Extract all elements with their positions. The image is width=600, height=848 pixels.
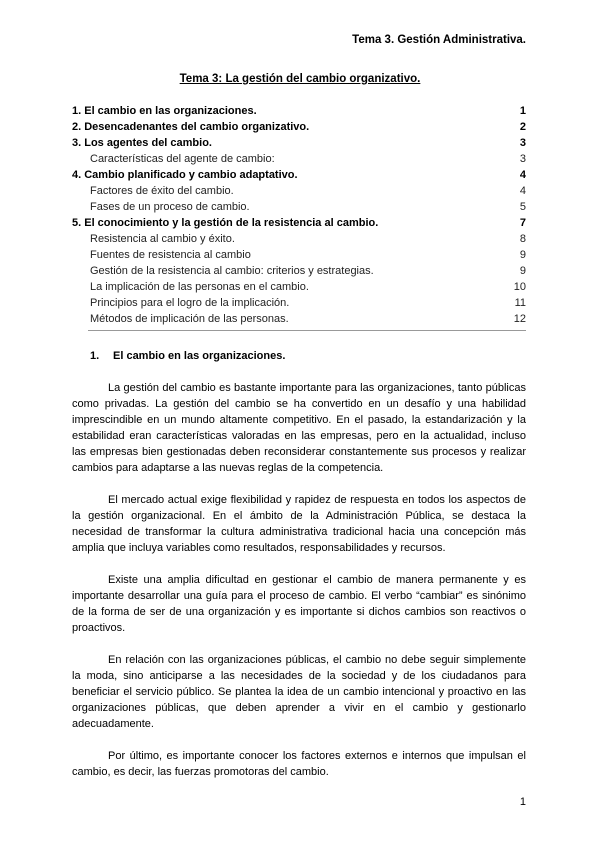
document-title: Tema 3: La gestión del cambio organizativo. <box>179 73 421 85</box>
toc-entry-page: 5 <box>519 201 526 213</box>
toc-entry[interactable] <box>72 295 526 311</box>
toc-entry-page: 7 <box>519 217 526 229</box>
toc-entry-label: Principios para el logro de la implicación. <box>90 297 290 309</box>
toc-entry[interactable] <box>72 183 526 199</box>
toc-entry-page: 3 <box>519 137 526 149</box>
page-number: 1 <box>519 796 526 808</box>
paragraph-line: proactivos. <box>72 622 126 634</box>
paragraph-line: El mercado actual exige flexibilidad y rapidez de respuesta en todos los aspectos de <box>108 494 526 506</box>
toc-entry-page: 1 <box>519 105 526 117</box>
section-number: 1. <box>90 350 100 362</box>
paragraph-line: organizaciones públicas, que deben aprender a vivir en el cambio y gestionarlo <box>72 702 526 714</box>
paragraph-line: importante desarrollar una guía para el proceso de cambio. El verbo “cambiar” es sinónimo <box>72 590 526 602</box>
paragraph-line: Por último, es importante conocer los factores externos e internos que impulsan el <box>108 750 526 762</box>
section-heading <box>90 350 285 362</box>
toc-entry[interactable] <box>72 151 526 167</box>
toc-entry-label: Características del agente de cambio: <box>90 153 275 165</box>
toc-entry[interactable] <box>72 263 526 279</box>
toc-entry-page: 9 <box>519 249 526 261</box>
paragraph-line: estabilidad eran características valoradas en las empresas, pero en la actualidad, incluso <box>72 430 526 442</box>
paragraph-line: cambios para adaptarse a las nuevas reglas de la competencia. <box>72 462 384 474</box>
toc-entry-page: 4 <box>519 169 526 181</box>
document-body <box>72 380 526 796</box>
paragraph <box>72 572 526 636</box>
toc-entry-page: 12 <box>513 313 526 325</box>
paragraph-line: La gestión del cambio es bastante importante para las organizaciones, tanto públicas <box>108 382 526 394</box>
toc-entry-label: 3. Los agentes del cambio. <box>72 137 212 149</box>
toc-entry-label: 4. Cambio planificado y cambio adaptativo. <box>72 169 298 181</box>
toc-entry-label: La implicación de las personas en el cambio. <box>90 281 309 293</box>
paragraph-line: como privadas. La gestión del cambio se ha convertido en un desafío y una habilidad <box>72 398 526 410</box>
paragraph <box>72 652 526 732</box>
paragraph-line: adecuadamente. <box>72 718 154 730</box>
paragraph-line: de la forma de ser de una organización y es importante si dichos cambios son reactivos o <box>72 606 526 618</box>
running-header: Tema 3. Gestión Administrativa. <box>352 34 526 46</box>
toc-divider <box>88 330 526 331</box>
paragraph-line: la moda, sino anticiparse a las necesidades de la sociedad y de los ciudadanos para <box>72 670 526 682</box>
toc-entry-label: 2. Desencadenantes del cambio organizativo. <box>72 121 310 133</box>
paragraph-line: En relación con las organizaciones públicas, el cambio no debe seguir simplemente <box>108 654 526 666</box>
toc-entry-label: 1. El cambio en las organizaciones. <box>72 105 257 117</box>
toc-entry[interactable] <box>72 135 526 151</box>
toc-entry-label: Fuentes de resistencia al cambio <box>90 249 251 261</box>
toc-entry[interactable] <box>72 167 526 183</box>
paragraph-line: imprescindible en un mundo altamente competitivo. En el pasado, la estandarización y la <box>72 414 526 426</box>
paragraph-line: beneficiar el servicio público. Se plantea la idea de un cambio intencional y proactivo en las <box>72 686 526 698</box>
paragraph-line: la gestión organizacional. En el ámbito de la Administración Pública, se destaca la <box>72 510 526 522</box>
paragraph-line: Existe una amplia dificultad en gestionar el cambio de manera permanente y es <box>108 574 526 586</box>
toc-entry-label: 5. El conocimiento y la gestión de la resistencia al cambio. <box>72 217 379 229</box>
toc-entry-page: 8 <box>519 233 526 245</box>
toc-entry[interactable] <box>72 231 526 247</box>
toc-entry[interactable] <box>72 199 526 215</box>
paragraph-line: cambio, es decir, las fuerzas promotoras del cambio. <box>72 766 329 778</box>
toc-entry-page: 11 <box>514 297 526 309</box>
toc-entry-page: 4 <box>519 185 526 197</box>
toc-entry[interactable] <box>72 103 526 119</box>
toc-entry-page: 2 <box>519 121 526 133</box>
toc-entry-label: Resistencia al cambio y éxito. <box>90 233 235 245</box>
toc-entry[interactable] <box>72 279 526 295</box>
toc-entry[interactable] <box>72 311 526 327</box>
paragraph-line: amplia que incluya variables como resultados, responsabilidades y recursos. <box>72 542 446 554</box>
paragraph-line: las empresas bien gestionadas deben reconsiderar constantemente sus procesos y realizar <box>72 446 526 458</box>
toc-entry-label: Factores de éxito del cambio. <box>90 185 234 197</box>
toc-entry[interactable] <box>72 119 526 135</box>
table-of-contents <box>72 103 526 327</box>
section-title: El cambio en las organizaciones. <box>113 350 286 362</box>
toc-entry-label: Fases de un proceso de cambio. <box>90 201 250 213</box>
toc-entry-page: 3 <box>519 153 526 165</box>
paragraph <box>72 380 526 476</box>
toc-entry[interactable] <box>72 247 526 263</box>
paragraph-line: necesidad de transformar la cultura administrativa tradicional hacia una concepción más <box>72 526 526 538</box>
paragraph <box>72 748 526 780</box>
toc-entry-page: 10 <box>513 281 526 293</box>
toc-entry-page: 9 <box>519 265 526 277</box>
paragraph <box>72 492 526 556</box>
toc-entry[interactable] <box>72 215 526 231</box>
toc-entry-label: Métodos de implicación de las personas. <box>90 313 289 325</box>
toc-entry-label: Gestión de la resistencia al cambio: criterios y estrategias. <box>90 265 374 277</box>
